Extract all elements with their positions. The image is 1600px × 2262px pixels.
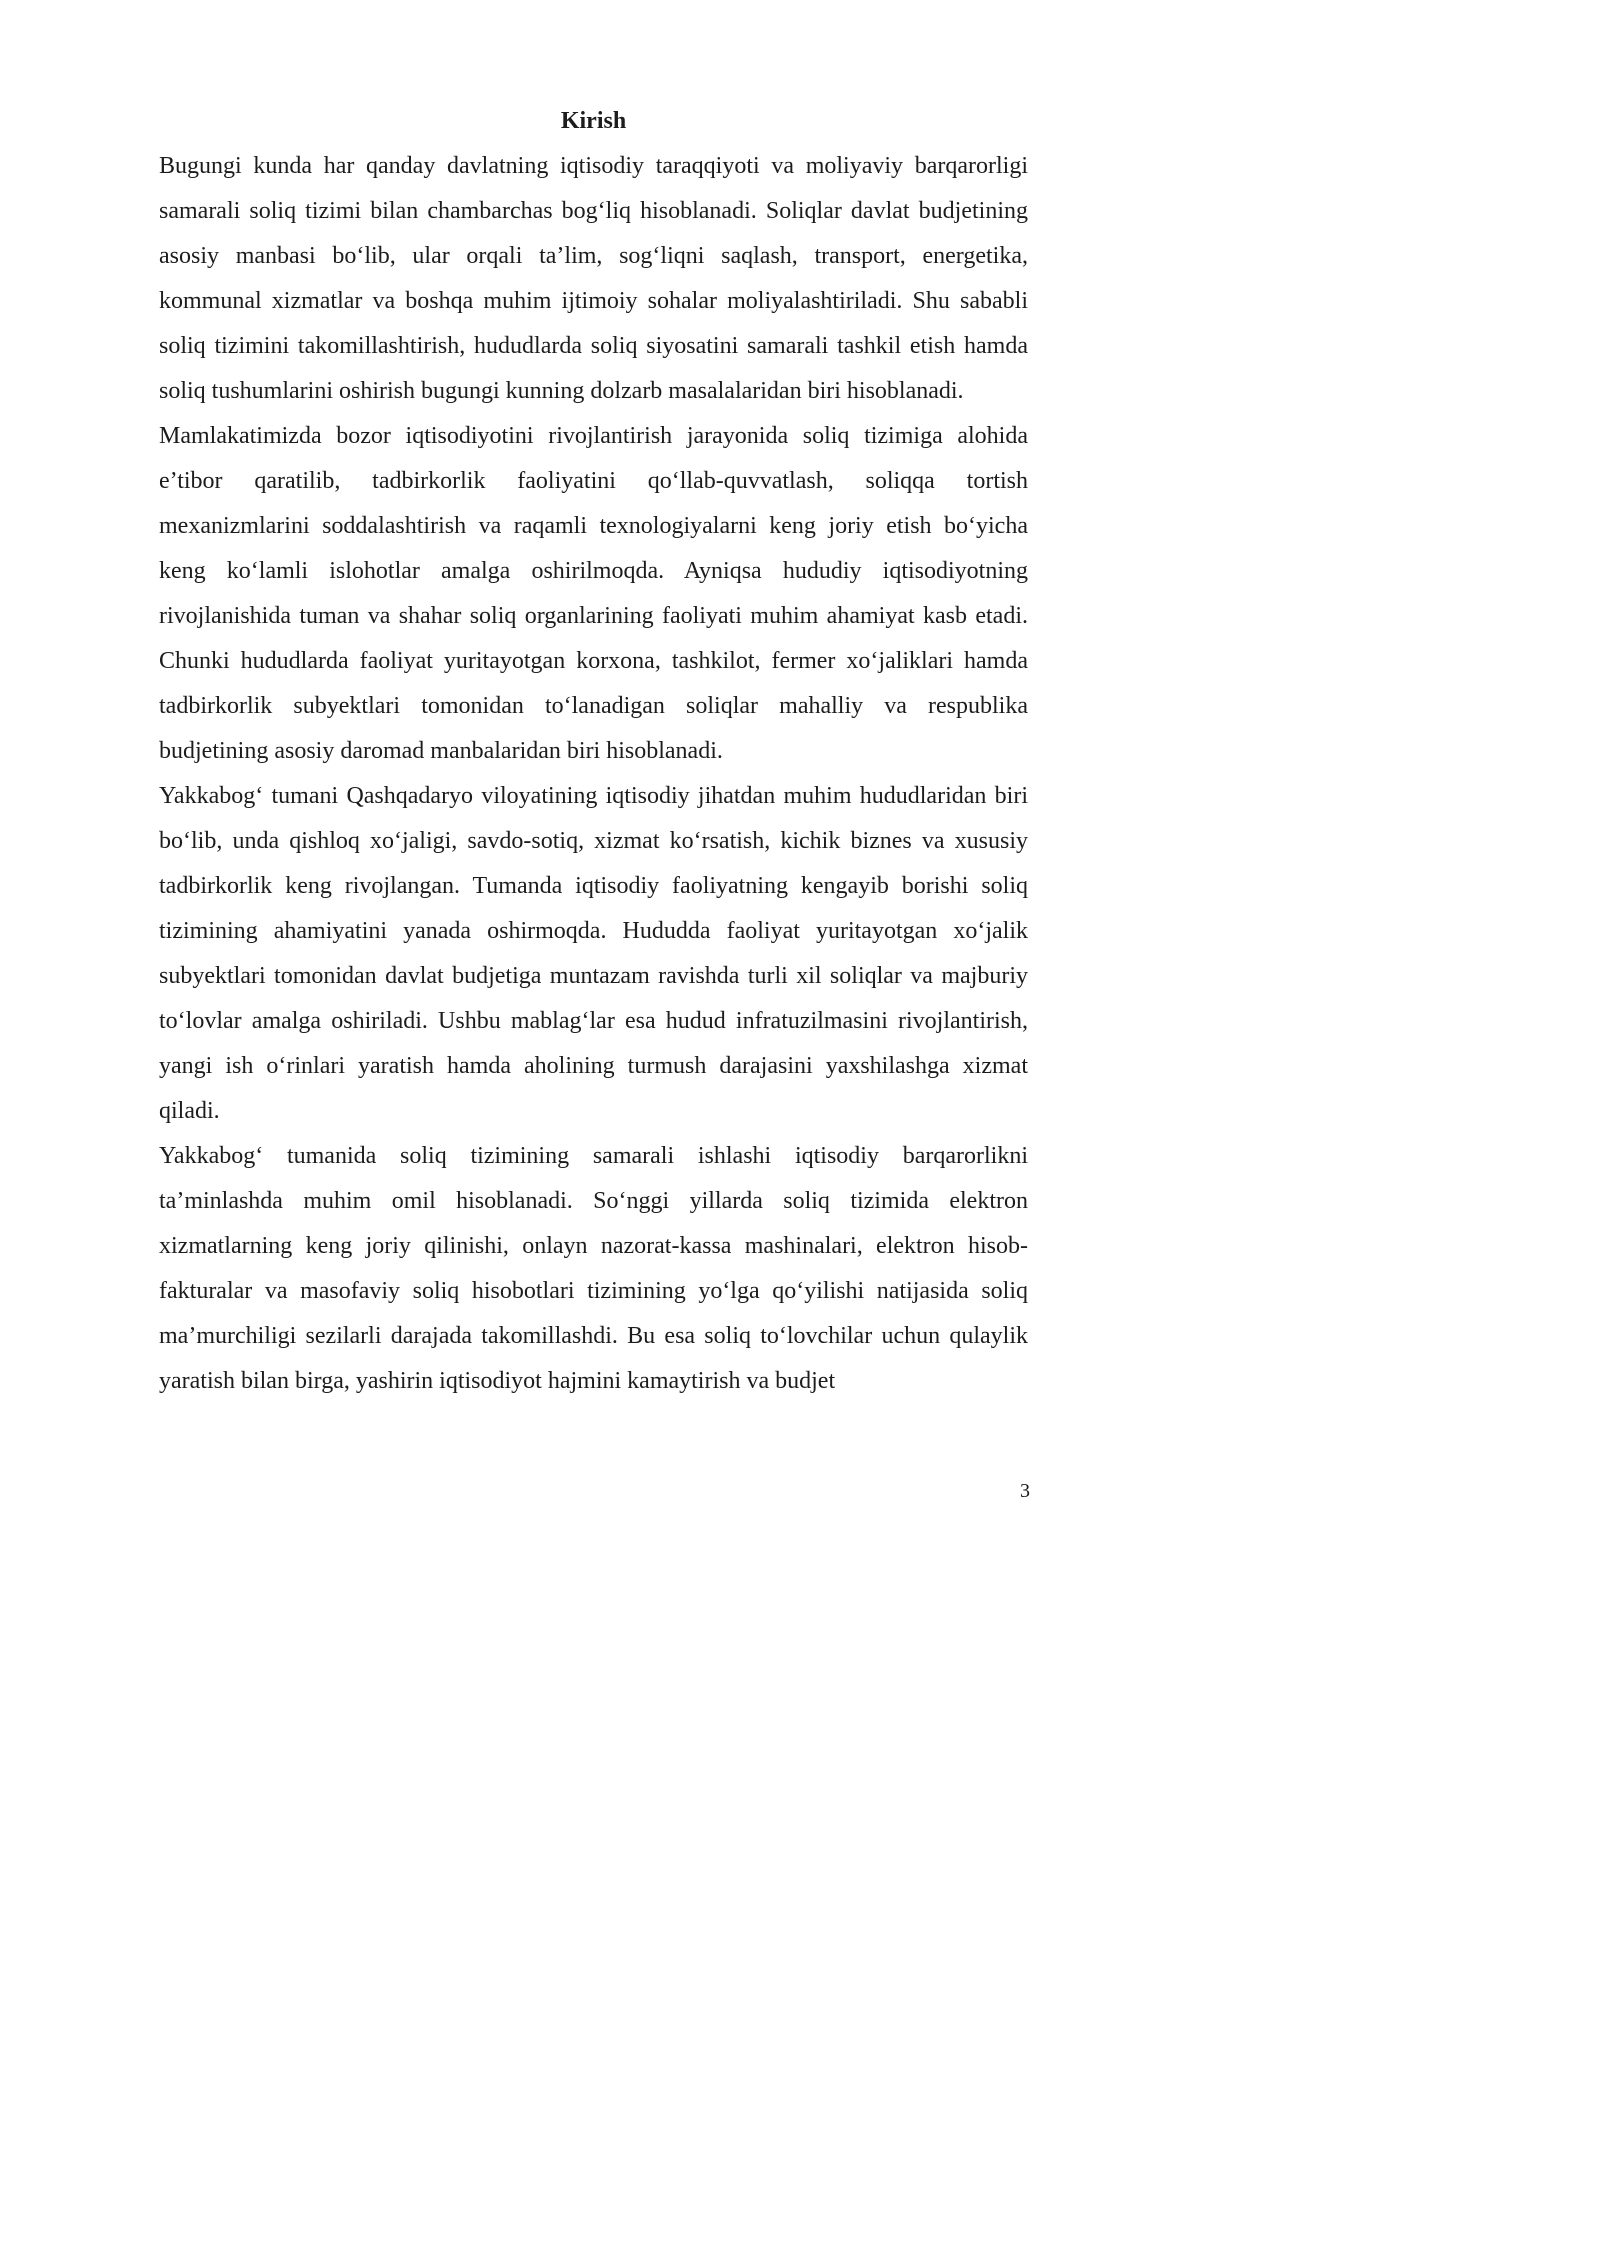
paragraph-4: Yakkabog‘ tumanida soliq tizimining samarali ishlashi iqtisodiy barqarorlikni ta’minlashda muhim omil hisoblanadi. So‘nggi yillarda soliq tizimida elektron xizmatlarning keng joriy qilinishi, onlayn nazorat-kassa mashinalari, elektron hisob-fakturalar va masofaviy soliq hisobotlari tizimining yo‘lga qo‘yilishi natijasida soliq ma’murchiligi sezilarli darajada takomillashdi. Bu esa soliq to‘lovchilar uchun qulaylik yaratish bilan birga, yashirin iqtisodiyot hajmini kamaytirish va budjet xyxy=(159,1143,1028,1394)
paragraph-1: Bugungi kunda har qanday davlatning iqtisodiy taraqqiyoti va moliyaviy barqarorligi samarali soliq tizimi bilan chambarchas bog‘liq hisoblanadi. Soliqlar davlat budjetining asosiy manbasi bo‘lib, ular orqali ta’lim, sog‘liqni saqlash, transport, energetika, kommunal xizmatlar va boshqa muhim ijtimoiy sohalar moliyalashtiriladi. Shu sababli soliq tizimini takomillashtirish, hududlarda soliq siyosatini samarali tashkil etish hamda soliq tushumlarini oshirish bugungi kunning dolzarb masalalaridan biri hisoblanadi. xyxy=(159,153,1028,404)
section-heading: Kirish xyxy=(560,108,627,134)
document-page xyxy=(0,0,1103,1560)
paragraph-2: Mamlakatimizda bozor iqtisodiyotini rivojlantirish jarayonida soliq tizimiga alohida e’tibor qaratilib, tadbirkorlik faoliyatini qo‘llab-quvvatlash, soliqqa tortish mexanizmlarini soddalashtirish va raqamli texnologiyalarni keng joriy etish bo‘yicha keng ko‘lamli islohotlar amalga oshirilmoqda. Ayniqsa hududiy iqtisodiyotning rivojlanishida tuman va shahar soliq organlarining faoliyati muhim ahamiyat kasb etadi. Chunki hududlarda faoliyat yuritayotgan korxona, tashkilot, fermer xo‘jaliklari hamda tadbirkorlik subyektlari tomonidan to‘lanadigan soliqlar mahalliy va respublika budjetining asosiy daromad manbalaridan biri hisoblanadi. xyxy=(159,423,1028,764)
page-number: 3 xyxy=(1020,1480,1030,1502)
body-text xyxy=(159,144,1028,1404)
paragraph-3: Yakkabog‘ tumani Qashqadaryo viloyatining iqtisodiy jihatdan muhim hududlaridan biri bo‘lib, unda qishloq xo‘jaligi, savdo-sotiq, xizmat ko‘rsatish, kichik biznes va xususiy tadbirkorlik keng rivojlangan. Tumanda iqtisodiy faoliyatning kengayib borishi soliq tizimining ahamiyatini yanada oshirmoqda. Hududda faoliyat yuritayotgan xo‘jalik subyektlari tomonidan davlat budjetiga muntazam ravishda turli xil soliqlar va majburiy to‘lovlar amalga oshiriladi. Ushbu mablag‘lar esa hudud infratuzilmasini rivojlantirish, yangi ish o‘rinlari yaratish hamda aholining turmush darajasini yaxshilashga xizmat qiladi. xyxy=(159,783,1028,1124)
